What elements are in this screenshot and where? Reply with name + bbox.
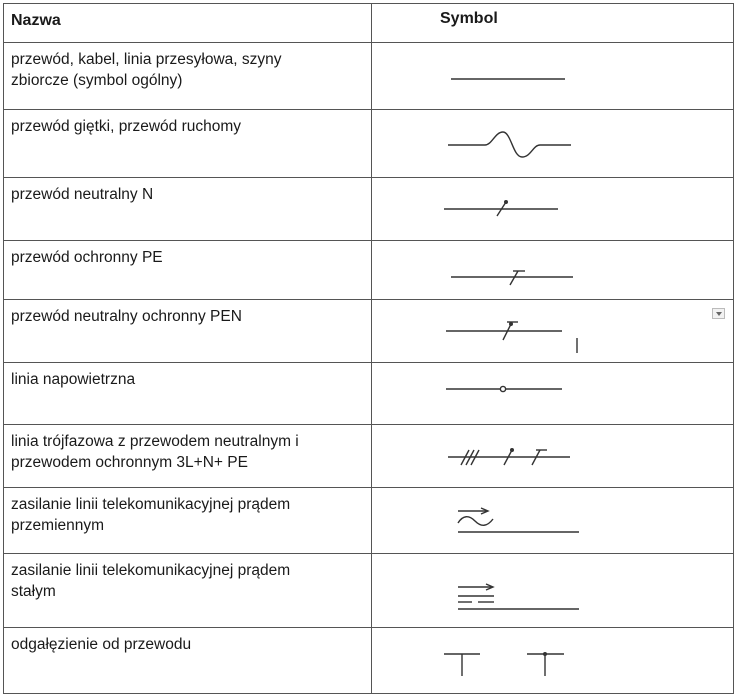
row-name: przewód ochronny PE: [4, 241, 372, 299]
row-name: przewód neutralny N: [4, 178, 372, 240]
table-row: [3, 554, 734, 628]
row-name: linia trójfazowa z przewodem neutralnym i przewodem ochronnym 3L+N+ PE: [4, 425, 372, 487]
table-header-row: [3, 3, 734, 43]
general-conductor-symbol-icon: [372, 43, 735, 110]
row-name: przewód, kabel, linia przesyłowa, szyny zbiorcze (symbol ogólny): [4, 43, 372, 109]
row-symbol-cell: [372, 43, 733, 109]
row-name: odgałęzienie od przewodu: [4, 628, 372, 693]
three-phase-line-symbol-icon: [372, 425, 735, 488]
row-symbol-cell: [372, 300, 733, 362]
table-row: [3, 300, 734, 363]
branch-symbol-icon: [372, 628, 735, 694]
table-row: [3, 110, 734, 178]
table-row: [3, 43, 734, 110]
table-row: [3, 488, 734, 554]
table-row: [3, 241, 734, 300]
row-symbol-cell: [372, 554, 733, 627]
protective-conductor-symbol-icon: [372, 241, 735, 300]
row-name: zasilanie linii telekomunikacyjnej prądem stałym: [4, 554, 372, 627]
row-name: linia napowietrzna: [4, 363, 372, 424]
row-name: zasilanie linii telekomunikacyjnej prądem przemiennym: [4, 488, 372, 553]
row-symbol-cell: [372, 628, 733, 693]
row-name: przewód neutralny ochronny PEN: [4, 300, 372, 362]
flexible-conductor-symbol-icon: [372, 110, 735, 178]
dropdown-handle-icon[interactable]: [712, 308, 725, 319]
ac-telecom-supply-symbol-icon: [372, 488, 735, 554]
table-row: [3, 363, 734, 425]
header-symbol: Symbol: [440, 10, 498, 27]
table-row: [3, 425, 734, 488]
row-symbol-cell: [372, 363, 733, 424]
neutral-conductor-symbol-icon: [372, 178, 735, 241]
table-row: [3, 178, 734, 241]
row-name: przewód giętki, przewód ruchomy: [4, 110, 372, 177]
row-symbol-cell: [372, 178, 733, 240]
row-symbol-cell: [372, 110, 733, 177]
dc-telecom-supply-symbol-icon: [372, 554, 735, 628]
header-name: Nazwa: [4, 4, 372, 42]
pen-conductor-symbol-icon: [372, 300, 735, 363]
row-symbol-cell: [372, 241, 733, 299]
row-symbol-cell: [372, 488, 733, 553]
table-row: [3, 628, 734, 694]
overhead-line-symbol-icon: [372, 363, 735, 425]
row-symbol-cell: [372, 425, 733, 487]
